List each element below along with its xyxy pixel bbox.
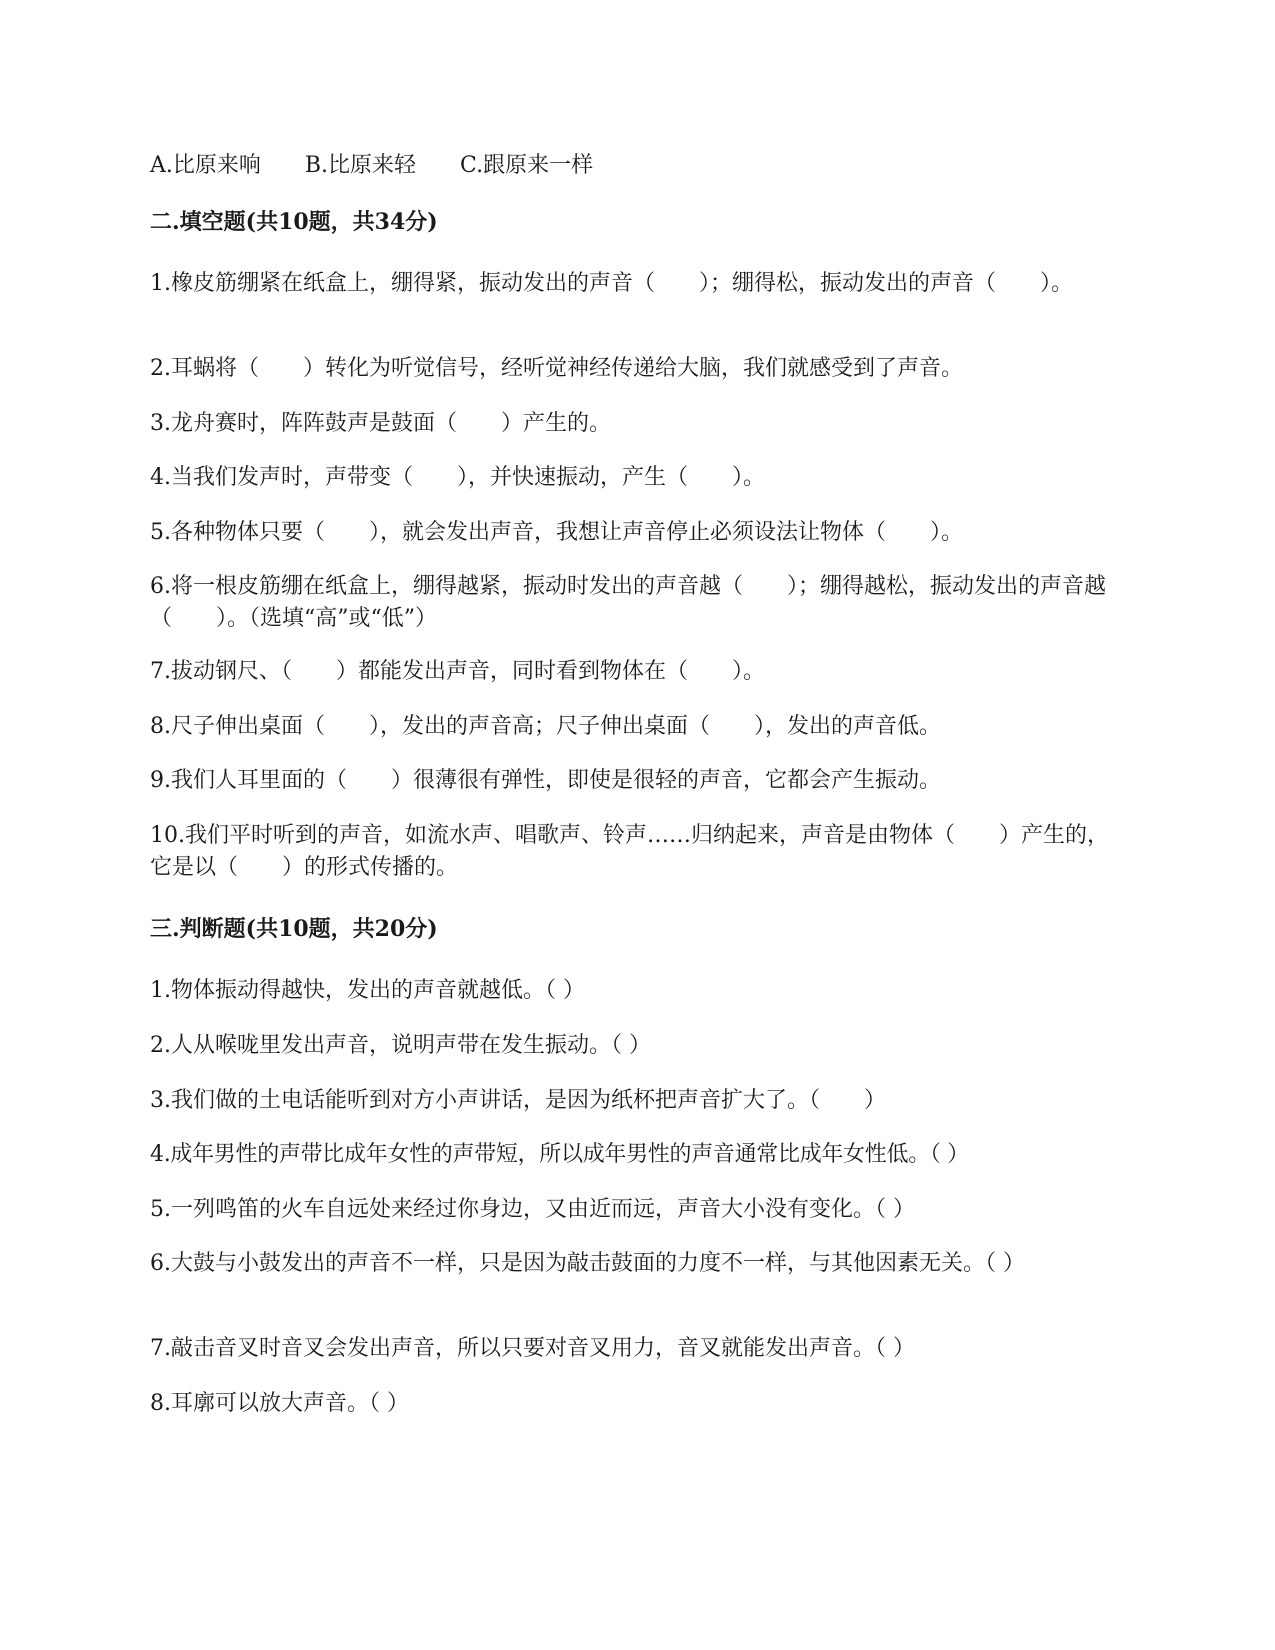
judge-question-2: 2.人从喉咙里发出声音，说明声带在发生振动。（ ） <box>150 1033 651 1058</box>
judge-question-4: 4.成年男性的声带比成年女性的声带短，所以成年男性的声音通常比成年女性低。（ ） <box>150 1142 969 1167</box>
fill-question-3: 3.龙舟赛时，阵阵鼓声是鼓面（ ）产生的。 <box>150 411 611 436</box>
fill-question-8: 8.尺子伸出桌面（ ），发出的声音高；尺子伸出桌面（ ），发出的声音低。 <box>150 714 941 739</box>
judge-question-5: 5.一列鸣笛的火车自远处来经过你身边，又由近而远，声音大小没有变化。（ ） <box>150 1197 915 1222</box>
fill-question-5: 5.各种物体只要（ ），就会发出声音，我想让声音停止必须设法让物体（ ）。 <box>150 520 963 545</box>
fill-question-2: 2.耳蜗将（ ）转化为听觉信号，经听觉神经传递给大脑，我们就感受到了声音。 <box>150 356 963 381</box>
judge-question-3: 3.我们做的土电话能听到对方小声讲话，是因为纸杯把声音扩大了。（ ） <box>150 1088 886 1113</box>
fill-question-9: 9.我们人耳里面的（ ）很薄很有弹性，即使是很轻的声音，它都会产生振动。 <box>150 768 941 793</box>
judge-question-6: 6.大鼓与小鼓发出的声音不一样，只是因为敲击鼓面的力度不一样，与其他因素无关。（ ） <box>150 1251 1025 1276</box>
judge-question-8: 8.耳廓可以放大声音。（ ） <box>150 1391 409 1416</box>
judge-question-7: 7.敲击音叉时音叉会发出声音，所以只要对音叉用力，音叉就能发出声音。（ ） <box>150 1336 915 1361</box>
previous-question-options: A.比原来响 B.比原来轻 C.跟原来一样 <box>150 153 594 178</box>
fill-question-4: 4.当我们发声时，声带变（ ），并快速振动，产生（ ）。 <box>150 465 765 490</box>
fill-question-10: 10.我们平时听到的声音，如流水声、唱歌声、铃声……归纳起来，声音是由物体（ ）产生的，它是以（ ）的形式传播的。 <box>150 823 1109 880</box>
section-3-title: 三.判断题(共10题，共20分) <box>150 916 438 942</box>
fill-question-1: 1.橡皮筋绷紧在纸盒上，绷得紧，振动发出的声音（ ）；绷得松，振动发出的声音（ ）。 <box>150 271 1073 296</box>
judge-question-1: 1.物体振动得越快，发出的声音就越低。（ ） <box>150 978 585 1003</box>
fill-question-7: 7.拔动钢尺、（ ）都能发出声音，同时看到物体在（ ）。 <box>150 659 765 684</box>
fill-question-6: 6.将一根皮筋绷在纸盒上，绷得越紧，振动时发出的声音越（ ）；绷得越松，振动发出的声音越（ ）。（选填“高”或“低”） <box>150 574 1106 631</box>
section-2-title: 二.填空题(共10题，共34分) <box>150 209 438 235</box>
